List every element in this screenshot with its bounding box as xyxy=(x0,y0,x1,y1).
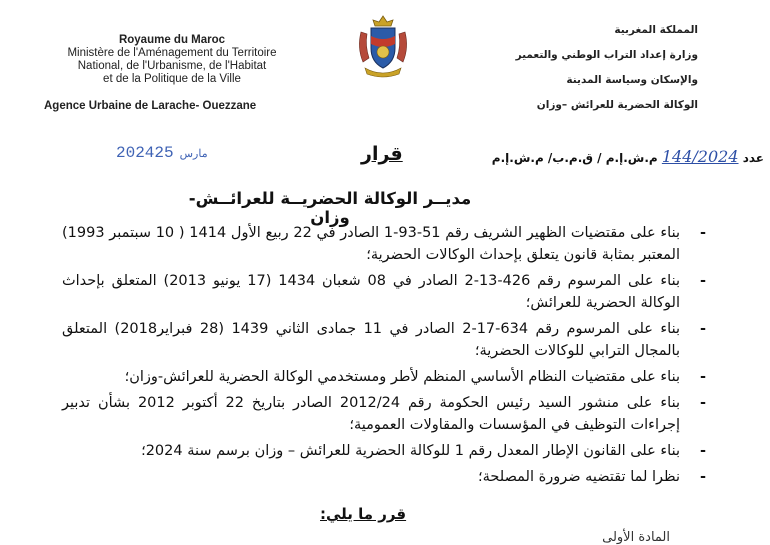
reference-number: 144/2024 xyxy=(661,147,739,166)
date-day: 25 xyxy=(154,144,174,162)
clause-item: - نظرا لما تقتضيه ضرورة المصلحة؛ xyxy=(62,466,680,488)
decided-heading: قرر ما يلي: xyxy=(320,505,407,523)
clause-item: - بناء على مقتضيات النظام الأساسي المنظم لأطر ومستخدمي الوكالة الحضرية للعرائش-وزان؛ xyxy=(62,366,680,388)
decision-title: قرار xyxy=(361,143,403,165)
director-title: مديــر الوكالة الحضريــة للعرائــش-وزان xyxy=(188,189,472,227)
ministry-fr-line2: National, de l'Urbanisme, de l'Habitat xyxy=(77,60,267,72)
ministry-ar-line2: والإسكان وسياسة المدينة xyxy=(566,74,698,86)
kingdom-ar: المملكة المغربية xyxy=(614,24,698,36)
kingdom-fr: Royaume du Maroc xyxy=(118,34,226,46)
ministry-fr-line1: Ministère de l'Aménagement du Territoire xyxy=(67,47,277,59)
coat-of-arms-icon xyxy=(353,14,413,80)
date-month: مارس xyxy=(179,149,208,161)
clause-item: - بناء على القانون الإطار المعدل رقم 1 للوكالة الحضرية للعرائش – وزان برسم سنة 2024؛ xyxy=(62,440,680,462)
ministry-ar-line1: وزارة إعداد التراب الوطني والتعمير xyxy=(515,49,698,61)
date-stamp xyxy=(116,144,214,162)
reference-prefix: عدد xyxy=(742,151,764,165)
clause-item: - بناء على المرسوم رقم 634-17-2 الصادر في 11 جمادى الثاني 1439 (28 فبراير2018) المتعلق بالمجال الترابي للوكالات الحضرية؛ xyxy=(62,318,680,362)
arabic-header xyxy=(516,18,698,118)
article-one-heading: المادة الأولى xyxy=(602,530,670,545)
clause-item: - بناء على منشور السيد رئيس الحكومة رقم 2012/24 الصادر بتاريخ 22 أكتوبر 2012 بشأن تدبير إجراءات التوظيف في المؤسسات والمقاولات العمومية؛ xyxy=(62,392,680,436)
date-year: 2024 xyxy=(116,144,155,162)
clause-item: - بناء على مقتضيات الظهير الشريف رقم 51-93-1 الصادر في 22 ربيع الأول 1414 ( 10 سبتمبر 1993) المعتبر بمثابة قانون يتعلق بإحداث الوكالات الحضرية؛ xyxy=(62,222,680,266)
agency-ar: الوكالة الحضرية للعرائش –وزان xyxy=(536,99,698,111)
french-header xyxy=(22,34,322,86)
agency-fr: Agence Urbaine de Larache- Ouezzane xyxy=(44,100,257,112)
reference-codes: م.ش.إ.م / ق.م.ب/ م.ش.إ.م xyxy=(491,151,658,165)
reference-line xyxy=(492,147,764,166)
preamble-clauses xyxy=(62,222,680,492)
ministry-fr-line3: et de la Politique de la Ville xyxy=(103,73,241,85)
clause-item: - بناء على المرسوم رقم 426-13-2 الصادر في 08 شعبان 1434 (17 يونيو 2013) المتعلق بإحداث الوكالة الحضرية للعرائش؛ xyxy=(62,270,680,314)
